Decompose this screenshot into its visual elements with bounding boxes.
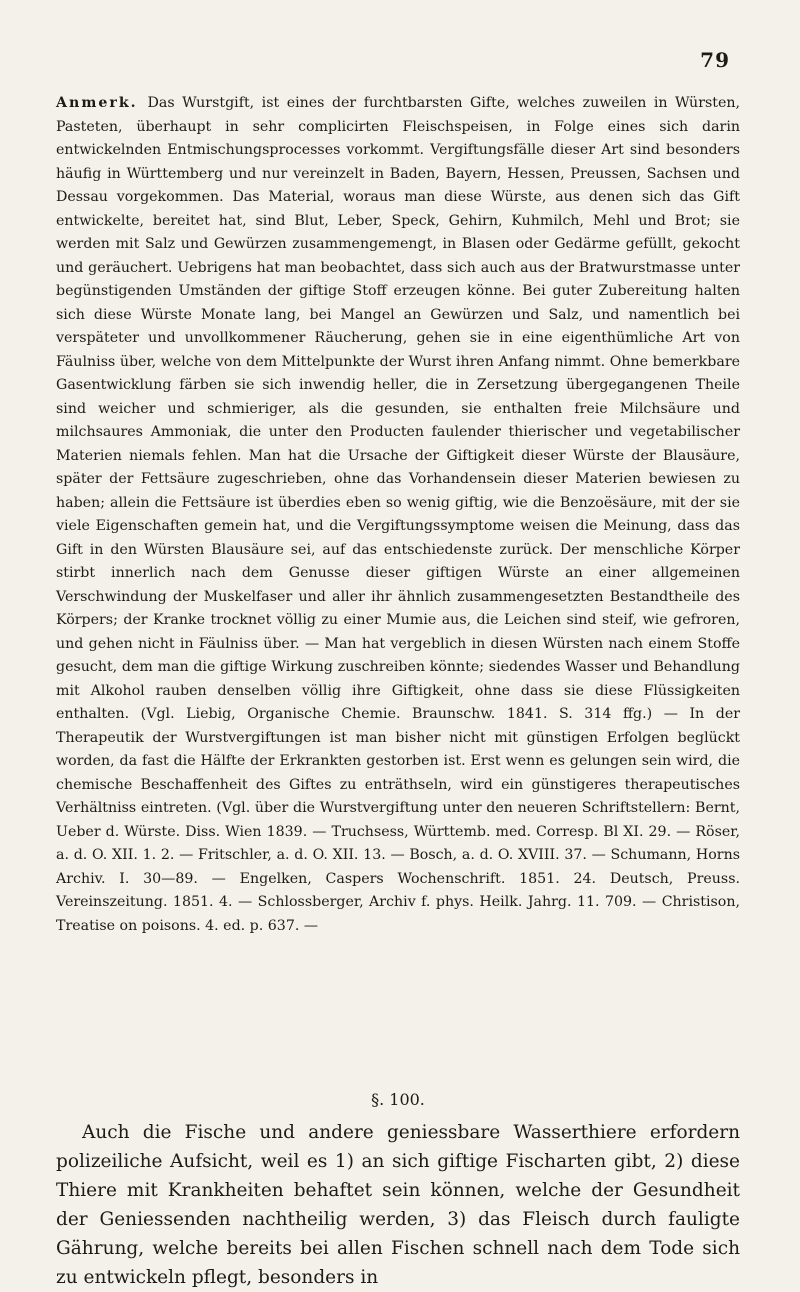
section-block [56, 1088, 740, 1292]
section-text: Auch die Fische und andere geniessbare Wasserthiere erfordern polizeiliche Aufsicht, weil es 1) an sich giftige Fischarten gibt, 2) diese Thiere mit Krankheiten behaftet sein können, welche der Gesundheit der Geniessenden nachtheilig werden, 3) das Fleisch durch fauligte Gährung, welche bereits bei allen Fischen schnell nach dem Tode sich zu entwickeln pflegt, besonders in [56, 1122, 740, 1288]
note-paragraph [56, 92, 740, 938]
section-heading: §. 100. [371, 1090, 425, 1109]
note-body: Das Wurstgift, ist eines der furchtbarsten Gifte, welches zuweilen in Würsten, Pasteten, überhaupt in sehr complicirten Fleischspeisen, in Folge eines sich darin entwickelnden Entmischungsprocesses vorkommt. Vergiftungsfälle dieser Art sind besonders häufig in Württemberg und nur vereinzelt in Baden, Bayern, Hessen, Preussen, Sachsen und Dessau vorgekommen. Das Material, woraus man diese Würste, aus denen sich das Gift entwickelte, bereitet hat, sind Blut, Leber, Speck, Gehirn, Kuhmilch, Mehl und Brot; sie werden mit Salz und Gewürzen zusammengemengt, in Blasen oder Gedärme gefüllt, gekocht und geräuchert. Uebrigens hat man beobachtet, dass sich auch aus der Bratwurstmasse unter begünstigenden Umständen der giftige Stoff erzeugen könne. Bei guter Zubereitung halten sich diese Würste Monate lang, bei Mangel an Gewürzen und Salz, und namentlich bei verspäteter und unvollkommener Räucherung, gehen sie in eine eigenthümliche Art von Fäulniss über, welche von dem Mittelpunkte der Wurst ihren Anfang nimmt. Ohne bemerkbare Gasentwicklung färben sie sich inwendig heller, die in Zersetzung übergegangenen Theile sind weicher und schmieriger, als die gesunden, sie enthalten freie Milchsäure und milchsaures Ammoniak, die unter den Producten faulender thierischer und vegetabilischer Materien niemals fehlen. Man hat die Ursache der Giftigkeit dieser Würste der Blausäure, später der Fettsäure zugeschrieben, ohne das Vorhandensein dieser Materien bewiesen zu haben; allein die Fettsäure ist überdies eben so wenig giftig, wie die Benzoësäure, mit der sie viele Eigenschaften gemein hat, und die Vergiftungssymptome weisen die Meinung, dass das Gift in den Würsten Blausäure sei, auf das entschiedenste zurück. Der menschliche Körper stirbt innerlich nach dem Genusse dieser giftigen Würste an einer allgemeinen Verschwindung der Muskelfaser und aller ihr ähnlich zusammengesetzten Bestandtheile des Körpers; der Kranke trocknet völlig zu einer Mumie aus, die Leichen sind steif, wie gefroren, und gehen nicht in Fäulniss über. — Man hat vergeblich in diesen Würsten nach einem Stoffe gesucht, dem man die giftige Wirkung zuschreiben könnte; siedendes Wasser und Behandlung mit Alkohol rauben denselben völlig ihre Giftigkeit, ohne dass sie diese Flüssigkeiten enthalten. (Vgl. Liebig, Organische Chemie. Braunschw. 1841. S. 314 ffg.) — In der Therapeutik der Wurstvergiftungen ist man bisher nicht mit günstigen Erfolgen beglückt worden, da fast die Hälfte der Erkrankten gestorben ist. Erst wenn es gelungen sein wird, die chemische Beschaffenheit des Giftes zu enträthseln, wird ein günstigeres therapeutisches Verhältniss eintreten. (Vgl. über die Wurstvergiftung unter den neueren Schriftstellern: Bernt, Ueber d. Würste. Diss. Wien 1839. — Truchsess, Württemb. med. Corresp. Bl XI. 29. — Röser, a. d. O. XII. 1. 2. — Fritschler, a. d. O. XII. 13. — Bosch, a. d. O. XVIII. 37. — Schumann, Horns Archiv. I. 30—89. — Engelken, Caspers Wochenschrift. 1851. 24. Deutsch, Preuss. Vereinszeitung. 1851. 4. — Schlossberger, Archiv f. phys. Heilk. Jahrg. 11. 709. — Christison, Treatise on poisons. 4. ed. p. 637. — [56, 95, 740, 934]
page-number: 79 [700, 48, 730, 72]
note-label: Anmerk. [56, 95, 148, 111]
